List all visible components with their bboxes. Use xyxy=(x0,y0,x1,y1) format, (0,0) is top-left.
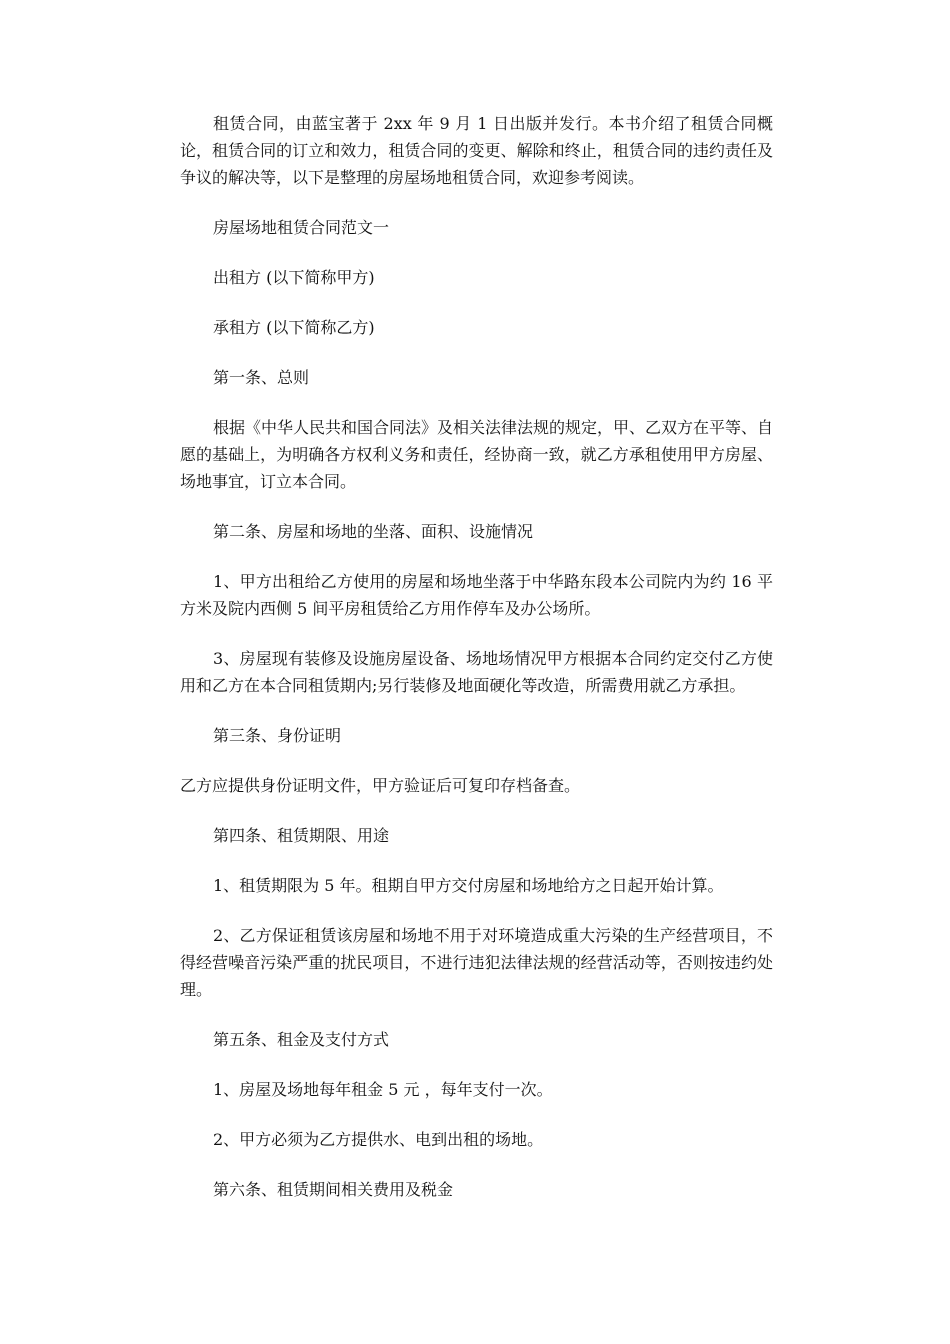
article-3-body: 乙方应提供身份证明文件，甲方验证后可复印存档备查。 xyxy=(180,776,581,795)
document-body xyxy=(180,110,773,1226)
intro-paragraph: 租赁合同，由蓝宝著于 2xx 年 9 月 1 日出版并发行。本书介绍了租赁合同概论，租赁合同的订立和效力，租赁合同的变更、解除和终止，租赁合同的违约责任及争议的解决等，以下是整理的房屋场地租赁合同，欢迎参考阅读。 xyxy=(180,114,773,187)
article-5-clause-2: 2、甲方必须为乙方提供水、电到出租的场地。 xyxy=(213,1130,544,1149)
article-1-heading: 第一条、总则 xyxy=(213,368,310,387)
article-4-clause-1: 1、租赁期限为 5 年。租期自甲方交付房屋和场地给方之日起开始计算。 xyxy=(213,876,724,895)
article-2-heading: 第二条、房屋和场地的坐落、面积、设施情况 xyxy=(213,522,534,541)
article-4-clause-2: 2、乙方保证租赁该房屋和场地不用于对环境造成重大污染的生产经营项目，不得经营噪音污染严重的扰民项目，不进行违犯法律法规的经营活动等，否则按违约处理。 xyxy=(180,926,773,999)
article-5-clause-1: 1、房屋及场地每年租金 5 元 ，每年支付一次。 xyxy=(213,1080,553,1099)
article-2-clause-1: 1、甲方出租给乙方使用的房屋和场地坐落于中华路东段本公司院内为约 16 平方米及院内西侧 5 间平房租赁给乙方用作停车及办公场所。 xyxy=(180,572,773,618)
article-2-clause-3: 3、房屋现有装修及设施房屋设备、场地场情况甲方根据本合同约定交付乙方使用和乙方在本合同租赁期内;另行装修及地面硬化等改造，所需费用就乙方承担。 xyxy=(180,649,773,695)
lessee-line: 承租方 (以下简称乙方) xyxy=(213,318,375,337)
article-4-heading: 第四条、租赁期限、用途 xyxy=(213,826,390,845)
article-6-heading: 第六条、租赁期间相关费用及税金 xyxy=(213,1180,454,1199)
article-1-body: 根据《中华人民共和国合同法》及相关法律法规的规定，甲、乙双方在平等、自愿的基础上，为明确各方权利义务和责任，经协商一致，就乙方承租使用甲方房屋、场地事宜，订立本合同。 xyxy=(180,418,774,491)
article-5-heading: 第五条、租金及支付方式 xyxy=(213,1030,390,1049)
document-title: 房屋场地租赁合同范文一 xyxy=(213,218,390,237)
article-3-heading: 第三条、身份证明 xyxy=(213,726,342,745)
lessor-line: 出租方 (以下简称甲方) xyxy=(213,268,375,287)
